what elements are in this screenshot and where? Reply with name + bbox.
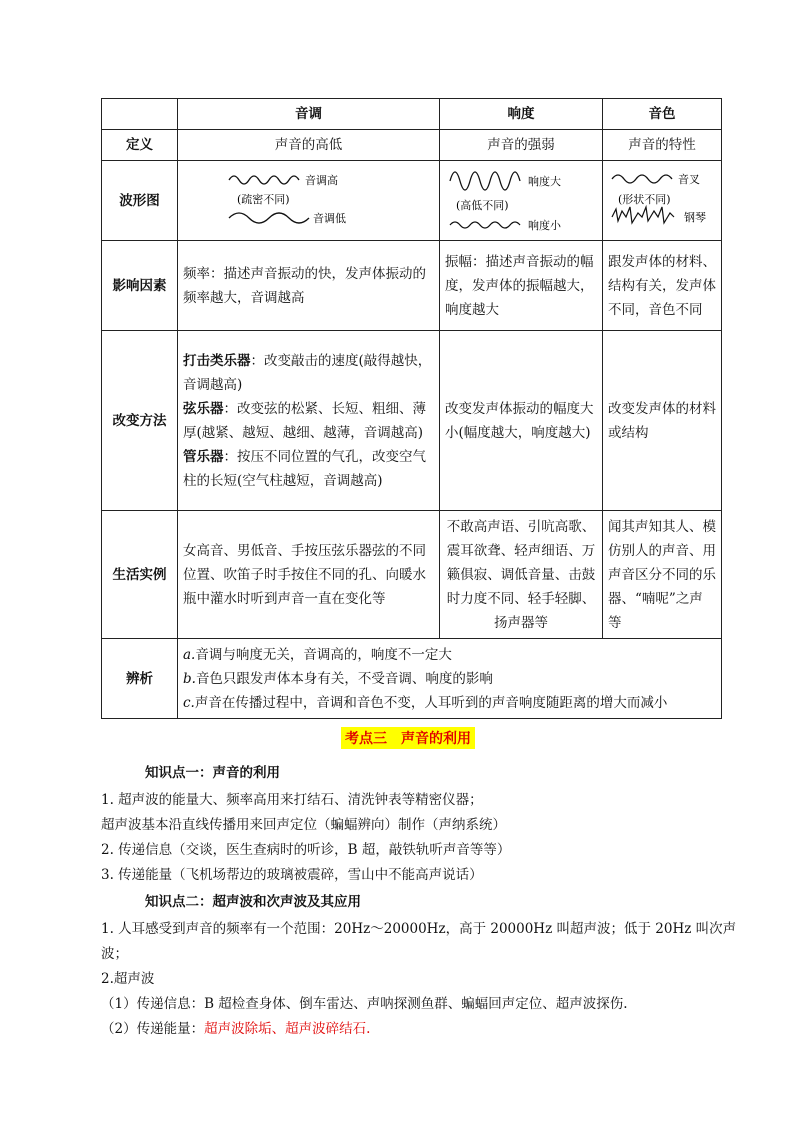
timbre-bottom-label: 钢琴 bbox=[684, 210, 706, 224]
pitch-middle-label: (疏密不同) bbox=[236, 192, 290, 206]
method-wind bbox=[183, 445, 434, 493]
methods-pitch bbox=[178, 331, 440, 511]
analysis-row bbox=[102, 639, 722, 719]
analysis-item-b bbox=[183, 667, 716, 691]
kp2-line-1b: 波； bbox=[101, 946, 128, 962]
loudness-middle-label: (高低不同) bbox=[456, 198, 509, 212]
method-strings bbox=[183, 397, 434, 445]
loudness-waveform-diagram bbox=[446, 165, 596, 237]
definition-pitch: 声音的高低 bbox=[178, 130, 440, 161]
method-strings-text: ：改变弦的松紧、长短、粗细、薄厚(越紧、越短、越细、越薄，音调越高) bbox=[183, 400, 426, 441]
analysis-text-c: 声音在传播过程中，音调和音色不变，人耳听到的声音响度随距离的增大而减小 bbox=[194, 694, 668, 711]
header-timbre: 音色 bbox=[603, 99, 722, 130]
loud-wave bbox=[450, 172, 520, 190]
timbre-waveform-diagram bbox=[608, 165, 720, 237]
timbre-top-label: 音叉 bbox=[678, 172, 700, 186]
header-row bbox=[102, 99, 722, 130]
waveform-row bbox=[102, 161, 722, 241]
kp2-title: 知识点二：超声波和次声波及其应用 bbox=[145, 894, 361, 910]
analysis-letter-c: c. bbox=[183, 694, 195, 711]
analysis-item-a bbox=[183, 643, 716, 667]
header-empty bbox=[102, 99, 178, 130]
quiet-wave bbox=[450, 222, 520, 228]
waveform-timbre-cell bbox=[603, 161, 722, 241]
kp1-line-1: 1. 超声波的能量大、频率高用来打结石、清洗钟表等精密仪器； bbox=[101, 792, 483, 808]
header-loudness: 响度 bbox=[440, 99, 603, 130]
kp2-line-4-highlight: 超声波除垢、超声波碎结石. bbox=[204, 1021, 371, 1037]
methods-row bbox=[102, 331, 722, 511]
examples-row bbox=[102, 511, 722, 639]
kp1-line-3: 2. 传递信息（交谈，医生查病时的听诊，B 超，敲铁轨听声音等等） bbox=[101, 842, 511, 858]
method-strings-title: 弦乐器 bbox=[183, 400, 224, 417]
tuning-fork-wave bbox=[612, 175, 672, 183]
section-heading: 考点三 声音的利用 bbox=[341, 727, 475, 749]
method-percussion-title: 打击类乐器 bbox=[183, 352, 251, 369]
kp1-line-4: 3. 传递能量（飞机场帮边的玻璃被震碎，雪山中不能高声说话） bbox=[101, 867, 483, 883]
analysis-letter-b: b. bbox=[183, 670, 196, 687]
kp2-line-3: （1）传递信息：B 超检查身体、倒车雷达、声呐探测鱼群、蝙蝠回声定位、超声波探伤. bbox=[101, 996, 628, 1012]
factors-pitch: 频率：描述声音振动的快，发声体振动的频率越大，音调越高 bbox=[178, 241, 440, 331]
analysis-text-a: 音调与响度无关，音调高的，响度不一定大 bbox=[195, 646, 452, 663]
analysis-label: 辨析 bbox=[102, 639, 178, 719]
method-wind-text: ：按压不同位置的气孔，改变空气柱的长短(空气柱越短，音调越高) bbox=[183, 448, 426, 489]
factors-row bbox=[102, 241, 722, 331]
examples-pitch: 女高音、男低音、手按压弦乐器弦的不同位置、吹笛子时手按住不同的孔、向暖水瓶中灌水时听到声音一直在变化等 bbox=[178, 511, 440, 639]
loudness-top-label: 响度大 bbox=[528, 174, 561, 188]
loudness-bottom-label: 响度小 bbox=[528, 218, 561, 232]
analysis-content bbox=[178, 639, 722, 719]
piano-wave bbox=[612, 207, 674, 223]
examples-label: 生活实例 bbox=[102, 511, 178, 639]
method-percussion-text: ：改变敲击的速度(敲得越快，音调越高) bbox=[183, 352, 432, 393]
kp1-line-2: 超声波基本沿直线传播用来回声定位（蝙蝠辨向）制作（声纳系统） bbox=[101, 817, 506, 833]
factors-timbre: 跟发声体的材料、结构有关，发声体不同，音色不同 bbox=[603, 241, 722, 331]
method-percussion bbox=[183, 349, 434, 397]
pitch-bottom-label: 音调低 bbox=[312, 211, 346, 225]
factors-loudness: 振幅：描述声音振动的幅度，发声体的振幅越大， 响度越大 bbox=[440, 241, 603, 331]
methods-loudness: 改变发声体振动的幅度大小(幅度越大，响度越大) bbox=[440, 331, 603, 511]
kp2-line-1: 1. 人耳感受到声音的频率有一个范围：20Hz～20000Hz，高于 20000Hz 叫超声波；低于 20Hz 叫次声 bbox=[101, 921, 737, 937]
waveform-label: 波形图 bbox=[102, 161, 178, 241]
pitch-waveform-diagram bbox=[219, 166, 399, 236]
analysis-item-c bbox=[183, 691, 716, 715]
analysis-text-b: 音色只跟发声体本身有关，不受音调、响度的影响 bbox=[195, 670, 493, 687]
waveform-pitch-cell bbox=[178, 161, 440, 241]
examples-timbre: 闻其声知其人、模仿别人的声音、用声音区分不同的乐器、“喃呢”之声等 bbox=[603, 511, 722, 639]
waveform-loudness-cell bbox=[440, 161, 603, 241]
pitch-top-label: 音调高 bbox=[304, 173, 338, 187]
kp2-line-2: 2.超声波 bbox=[101, 971, 155, 987]
definition-timbre: 声音的特性 bbox=[603, 130, 722, 161]
method-wind-title: 管乐器 bbox=[183, 448, 224, 465]
methods-timbre: 改变发声体的材料或结构 bbox=[603, 331, 722, 511]
timbre-middle-label: (形状不同) bbox=[618, 192, 671, 206]
analysis-letter-a: a. bbox=[183, 646, 196, 663]
kp2-line-4-prefix: （2）传递能量： bbox=[101, 1021, 205, 1037]
factors-label: 影响因素 bbox=[102, 241, 178, 331]
methods-label: 改变方法 bbox=[102, 331, 178, 511]
kp1-title: 知识点一：声音的利用 bbox=[145, 765, 280, 781]
high-pitch-wave bbox=[229, 176, 299, 184]
definition-label: 定义 bbox=[102, 130, 178, 161]
definition-loudness: 声音的强弱 bbox=[440, 130, 603, 161]
kp2-line-4 bbox=[101, 1019, 370, 1039]
definition-row bbox=[102, 130, 722, 161]
low-pitch-wave bbox=[229, 213, 309, 223]
examples-loudness: 不敢高声语、引吭高歌、震耳欲聋、轻声细语、万籁俱寂、调低音量、击鼓时力度不同、轻手轻脚、扬声器等 bbox=[440, 511, 603, 639]
header-pitch: 音调 bbox=[178, 99, 440, 130]
sound-characteristics-table bbox=[101, 98, 722, 719]
